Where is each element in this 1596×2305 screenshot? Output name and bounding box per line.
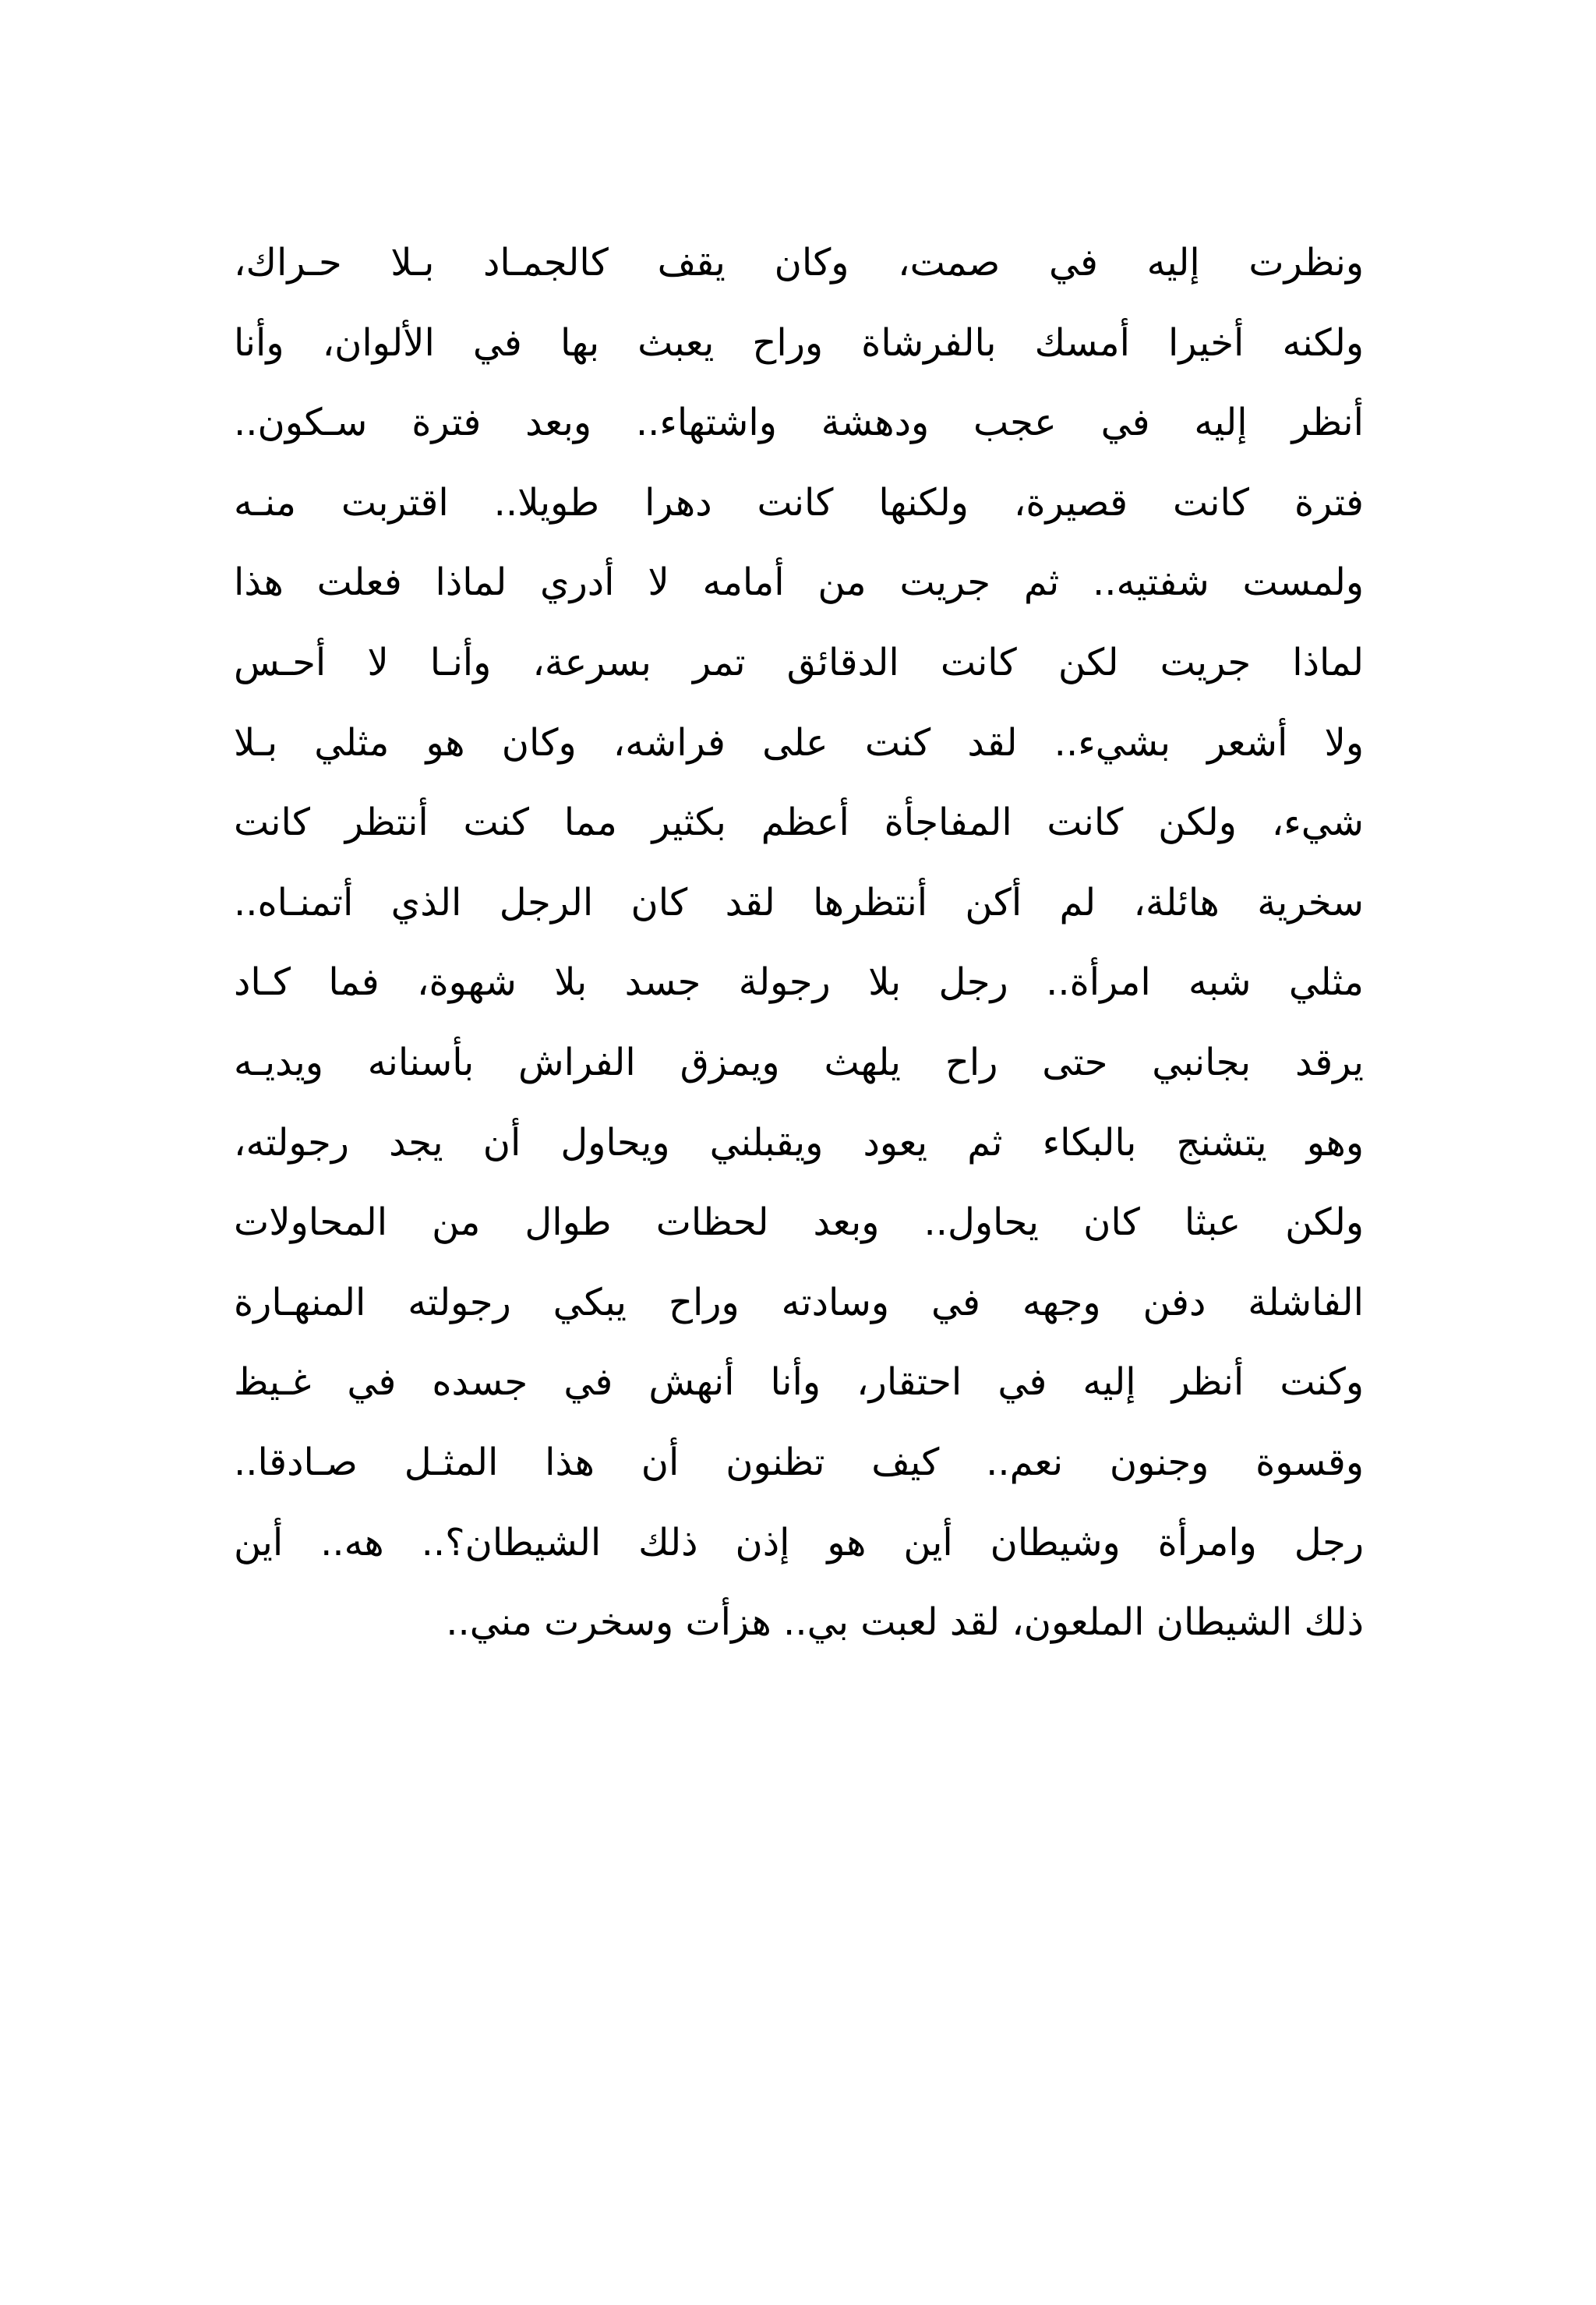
text-line: أنظر إليه في عجب ودهشة واشتهاء.. وبعد فترة سـكون.. [234, 401, 1364, 445]
text-line: ذلك الشيطان الملعون، لقد لعبت بي.. هزأت وسخرت مني.. [446, 1600, 1364, 1645]
text-line: الفاشلة دفن وجهه في وسادته وراح يبكي رجولته المنهـارة [234, 1280, 1364, 1324]
text-line: وكنت أنظر إليه في احتقار، وأنا أنهش في جسده في غـيظ [234, 1360, 1364, 1405]
text-line: سخرية هائلة، لم أكن أنتظرها لقد كان الرجل الذي أتمنـاه.. [234, 880, 1364, 924]
text-line: ونظرت إليه في صمت، وكان يقف كالجمـاد بـلا حـراك، [234, 241, 1364, 285]
text-line: ولكن عبثا كان يحاول.. وبعد لحظات طوال من المحاولات [234, 1200, 1364, 1245]
body-text [234, 223, 1364, 1663]
text-line: ولمست شفتيه.. ثم جريت من أمامه لا أدري لماذا فعلت هذا [234, 560, 1364, 605]
text-line: شيء، ولكن كانت المفاجأة أعظم بكثير مما كنت أنتظر كانت [234, 801, 1364, 845]
text-line: مثلي شبه امرأة.. رجل بلا رجولة جسد بلا شهوة، فما كـاد [234, 960, 1364, 1005]
text-line: لماذا جريت لكن كانت الدقائق تمر بسرعة، وأنـا لا أحـس [234, 640, 1364, 684]
text-line: وقسوة وجنون نعم.. كيف تظنون أن هذا المثـل صـادقا.. [234, 1440, 1364, 1484]
text-line: فترة كانت قصيرة، ولكنها كانت دهرا طويلا.. اقتربت منـه [234, 480, 1364, 525]
text-line: ولا أشعر بشيء.. لقد كنت على فراشه، وكان هو مثلي بـلا [234, 720, 1364, 765]
text-line: ولكنه أخيرا أمسك بالفرشاة وراح يعبث بها في الألوان، وأنا [234, 320, 1364, 365]
text-line: رجل وامرأة وشيطان أين هو إذن ذلك الشيطان؟.. هه.. أين [234, 1520, 1364, 1564]
text-line: وهو يتشنج بالبكاء ثم يعود ويقبلني ويحاول أن يجد رجولته، [234, 1120, 1364, 1165]
text-line: يرقد بجانبي حتى راح يلهث ويمزق الفراش بأسنانه ويديـه [234, 1040, 1364, 1084]
